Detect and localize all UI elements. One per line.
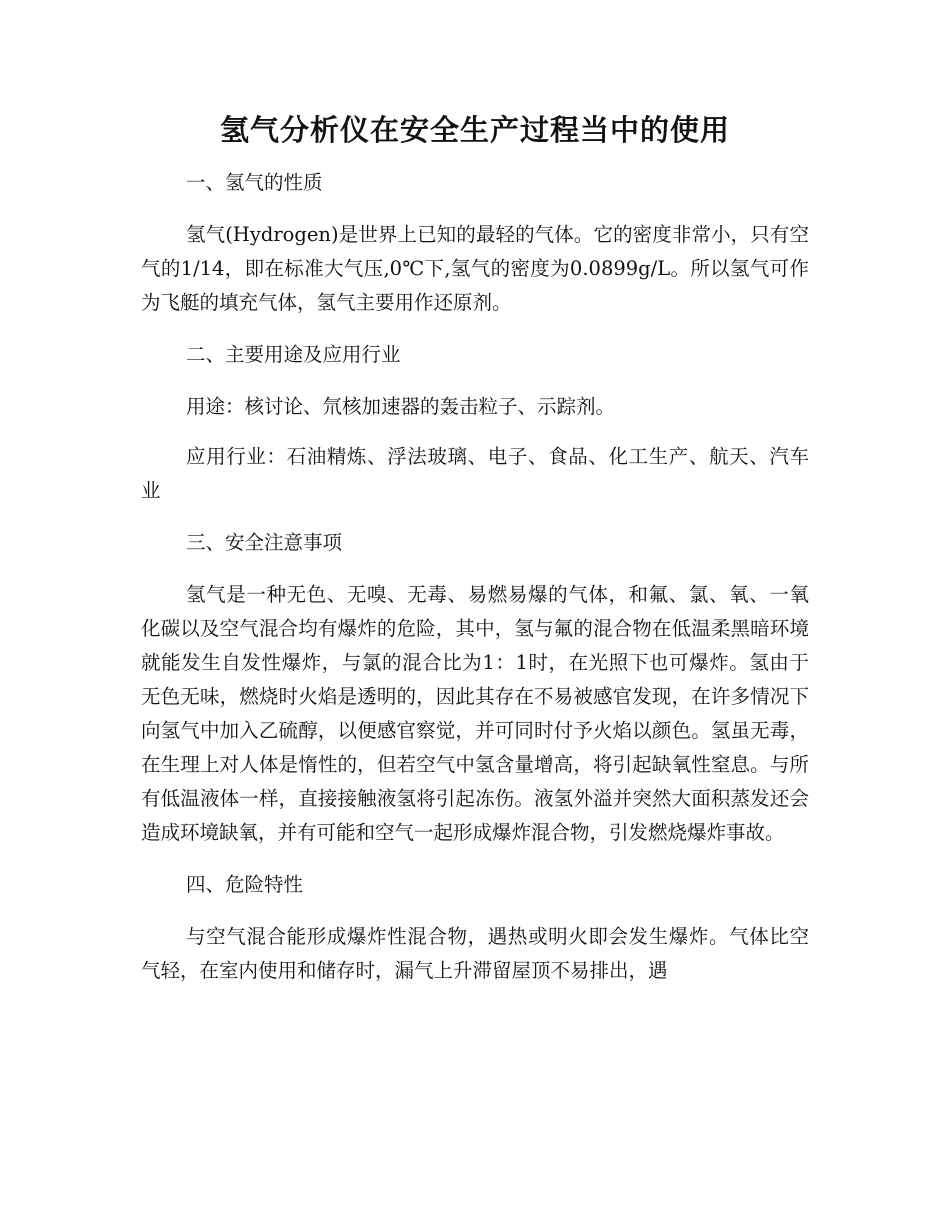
paragraph-safety: 氢气是一种无色、无嗅、无毒、易燃易爆的气体，和氟、氯、氧、一氧化碳以及空气混合均有爆炸的危险，其中，氢与氟的混合物在低温柔黑暗环境就能发生自发性爆炸，与氯的混合比为1：1时，在光照下也可爆炸。氢由于无色无味，燃烧时火焰是透明的，因此其存在不易被感官发现，在许多情况下向氢气中加入乙硫醇，以便感官察觉，并可同时付予火焰以颜色。氢虽无毒，在生理上对人体是惰性的，但若空气中氢含量增高，将引起缺氧性窒息。与所有低温液体一样，直接接触液氢将引起冻伤。液氢外溢并突然大面积蒸发还会造成环境缺氧，并有可能和空气一起形成爆炸混合物，引发燃烧爆炸事故。 [141,583,809,844]
section-heading-safety: 三、安全注意事项 [186,531,343,554]
paragraph-uses: 用途：核讨论、氘核加速器的轰击粒子、示踪剂。 [186,395,616,418]
paragraph-hazards: 与空气混合能形成爆炸性混合物，遇热或明火即会发生爆炸。气体比空气轻，在室内使用和储存时，漏气上升滞留屋顶不易排出，遇 [141,925,809,982]
paragraph-properties: 氢气(Hydrogen)是世界上已知的最轻的气体。它的密度非常小，只有空气的1/14，即在标准大气压,0℃下,氢气的密度为0.0899g/L。所以氢气可作为飞艇的填充气体，氢气主要用作还原剂。 [141,223,809,314]
document-body [141,166,809,988]
paragraph-industries: 应用行业：石油精炼、浮法玻璃、电子、食品、化工生产、航天、汽车业 [141,445,809,502]
section-heading-uses: 二、主要用途及应用行业 [186,343,401,366]
section-heading-hazards: 四、危险特性 [186,873,304,896]
section-heading-properties: 一、氢气的性质 [186,171,323,194]
document-title: 氢气分析仪在安全生产过程当中的使用 [219,113,730,147]
